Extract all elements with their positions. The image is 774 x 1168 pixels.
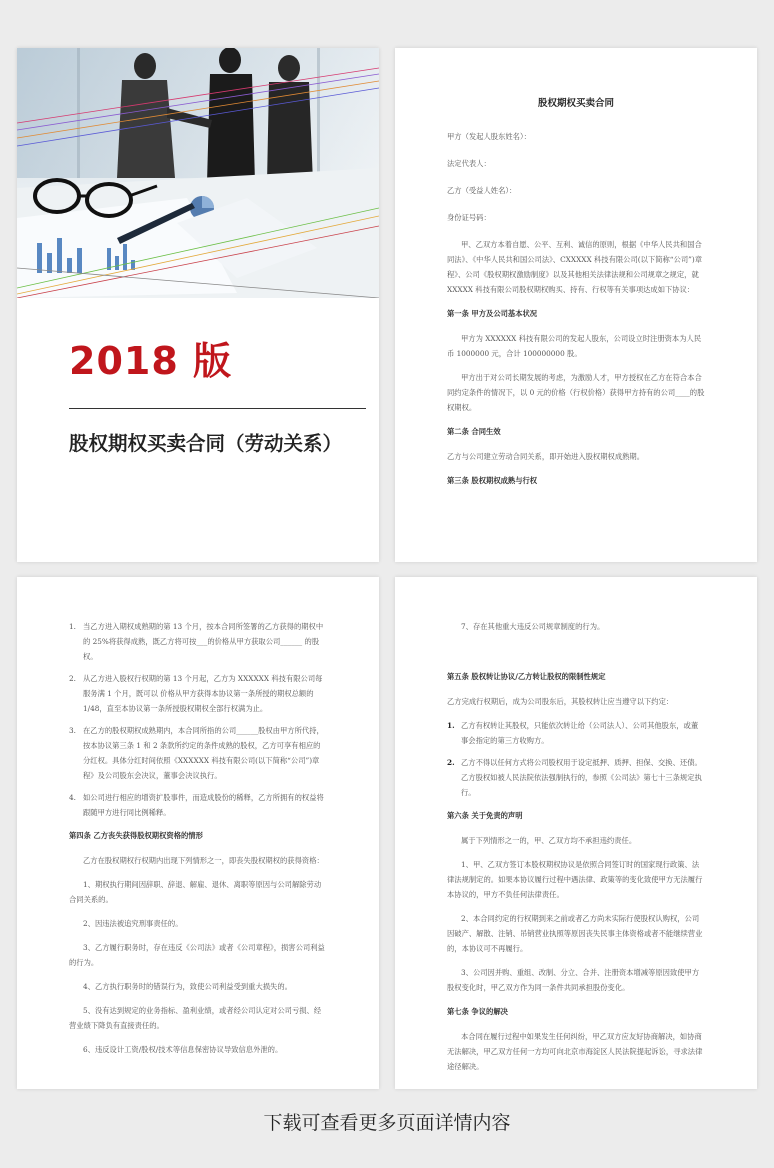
contract-title: 股权期权买卖合同	[537, 98, 614, 109]
section-4-intro: 乙方在股权期权行权期内出现下列情形之一，即丧失股权期权的获得资格：	[83, 856, 324, 865]
list-item: 2. 从乙方进入股权行权期的第 13 个月起，乙方为 XXXXXX 科技有限公司每服务满 1 个月，既可以 价格从甲方获得本协议第一条所授的期权总额的 1/48，直至本协议第一条所授股权期权全部行权满为止。	[69, 674, 323, 713]
id-number-field: 身份证号码：	[447, 213, 491, 222]
section-7-heading: 第七条 争议的解决	[447, 1007, 508, 1016]
list-item: 1、甲、乙双方签订本股权期权协议是依照合同签订时的国家现行政策、法律法规制定的。如果本协议履行过程中遇法律、政策等的变化致使甲方无法履行本协议的，甲方不负任何法律责任。	[447, 860, 703, 899]
list-item: 1. 乙方有权转让其股权，只能依次转让给（公司法人）、公司其他股东，或董事会指定的第三方收购方。	[447, 721, 699, 745]
list-item: 3、乙方履行职务时，存在违反《公司法》或者《公司章程》，损害公司利益的行为。	[69, 943, 325, 967]
section-1-paragraph-2: 甲方出于对公司长期发展的考虑，为激励人才，甲方授权在乙方在符合本合同约定条件的情况下，以 0 元的价格（行权价格）获得甲方持有的公司____的股权期权。	[447, 373, 705, 412]
list-item: 5、没有达到规定的业务指标、盈利业绩，或者经公司认定对公司亏损、经营业绩下降负有直接责任的。	[69, 1006, 322, 1030]
section-4-heading: 第四条 乙方丧失获得股权期权资格的情形	[69, 831, 203, 840]
list-item: 1、期权执行期间因辞职、辞退、解雇、退休、离职等原因与公司解除劳动合同关系的。	[69, 880, 322, 904]
list-item: 6、违反设计工资/股权/技术等信息保密协议导致信息外泄的。	[83, 1045, 283, 1054]
cover-year: 2018 版	[69, 339, 232, 383]
section-6-heading: 第六条 关于免责的声明	[447, 811, 523, 820]
section-2-paragraph: 乙方与公司建立劳动合同关系，即开始进入股权期权成熟期。	[447, 452, 645, 461]
cover-title: 股权期权买卖合同（劳动关系）	[69, 432, 343, 455]
section-3-heading: 第三条 股权期权成熟与行权	[447, 476, 538, 485]
section-5-intro: 乙方完成行权期后，成为公司股东后，其股权转让应当遵守以下约定：	[447, 697, 674, 706]
section-6-intro: 属于下列情形之一的，甲、乙双方均不承担违约责任。	[461, 836, 637, 845]
section-1-heading: 第一条 甲方及公司基本状况	[447, 309, 538, 318]
section-1-paragraph-1: 甲方为 XXXXXX 科技有限公司的发起人股东，公司设立时注册资本为人民币 1000000 元，合计 100000000 股。	[447, 334, 702, 358]
cover-page	[17, 48, 379, 562]
list-item: 7、存在其他重大违反公司规章制度的行为。	[461, 622, 605, 631]
list-item: 4、乙方执行职务时的错误行为，致使公司利益受到重大损失的。	[83, 982, 292, 991]
party-b-field: 乙方（受益人姓名）：	[447, 186, 517, 195]
download-more-caption: 下载可查看更多页面详情内容	[263, 1112, 511, 1134]
list-item: 2. 乙方不得以任何方式将公司股权用于设定抵押、质押、担保、交换、还债。乙方股权如被人民法院依法强制执行的，参照《公司法》第七十三条规定执行。	[447, 758, 702, 797]
intro-paragraph: 甲、乙双方本着自愿、公平、互利、诚信的原则，根据《中华人民共和国合同法》、《中华人民共和国公司法》、CXXXXX 科技有限公司(以下简称“公司”)章程》、公司《股权期权激励制度》以及其他相关法律法规和公司规章之规定，就 XXXXX 科技有限公司股权期权购买、持有、行权等有关事项达成如下协议：	[447, 240, 702, 294]
list-item: 4. 如公司进行相应的增资扩股事件，而造成股份的稀释，乙方所拥有的权益将跟随甲方进行同比例稀释。	[69, 793, 324, 817]
section-5-heading: 第五条 股权转让协议/乙方转让股权的限制性规定	[447, 672, 606, 681]
party-a-field: 甲方（发起人股东姓名）：	[447, 132, 531, 141]
cover-divider	[69, 408, 366, 409]
list-item: 2、因违法被追究刑事责任的。	[83, 919, 183, 928]
section-7-paragraph: 本合同在履行过程中如果发生任何纠纷，甲乙双方应友好协商解决，如协商无法解决，甲乙双方任何一方均可向北京市海淀区人民法院提起诉讼，寻求法律途径解决。	[447, 1032, 703, 1071]
contract-page-1	[395, 48, 757, 562]
contract-page-2	[17, 577, 379, 1089]
list-item: 1. 当乙方进入期权成熟期的第 13 个月，按本合同所签署的乙方获得的期权中的 25%将获得成熟，既乙方将可按___的价格从甲方获取公司______ 的股权。	[69, 622, 324, 661]
list-item: 3、公司因并购、重组、改制、分立、合并、注册资本增减等原因致使甲方股权变化时，甲乙双方作为同一条件共同承担股份变化。	[447, 968, 700, 992]
list-item: 2、本合同约定的行权期到来之前或者乙方尚未实际行使股权认购权，公司因破产、解散、注销、吊销营业执照等原因丧失民事主体资格或者不能继续营业的，本协议可不再履行。	[447, 914, 703, 953]
contract-page-3	[395, 577, 757, 1089]
legal-rep-field: 法定代表人：	[447, 159, 491, 168]
list-item: 3. 在乙方的股权期权成熟期内，本合同所指的公司______股权由甲方所代持，按本协议第三条 1 和 2 条款所约定的条件成熟的股权，乙方可享有相应的分红权。具体分红时间依照《XXXXXX 科技有限公司(以下简称“公司”)章程》及公司股东会决议，董事会决议执行。	[69, 726, 324, 780]
section-2-heading: 第二条 合同生效	[447, 427, 501, 436]
business-photo-image	[17, 48, 379, 298]
